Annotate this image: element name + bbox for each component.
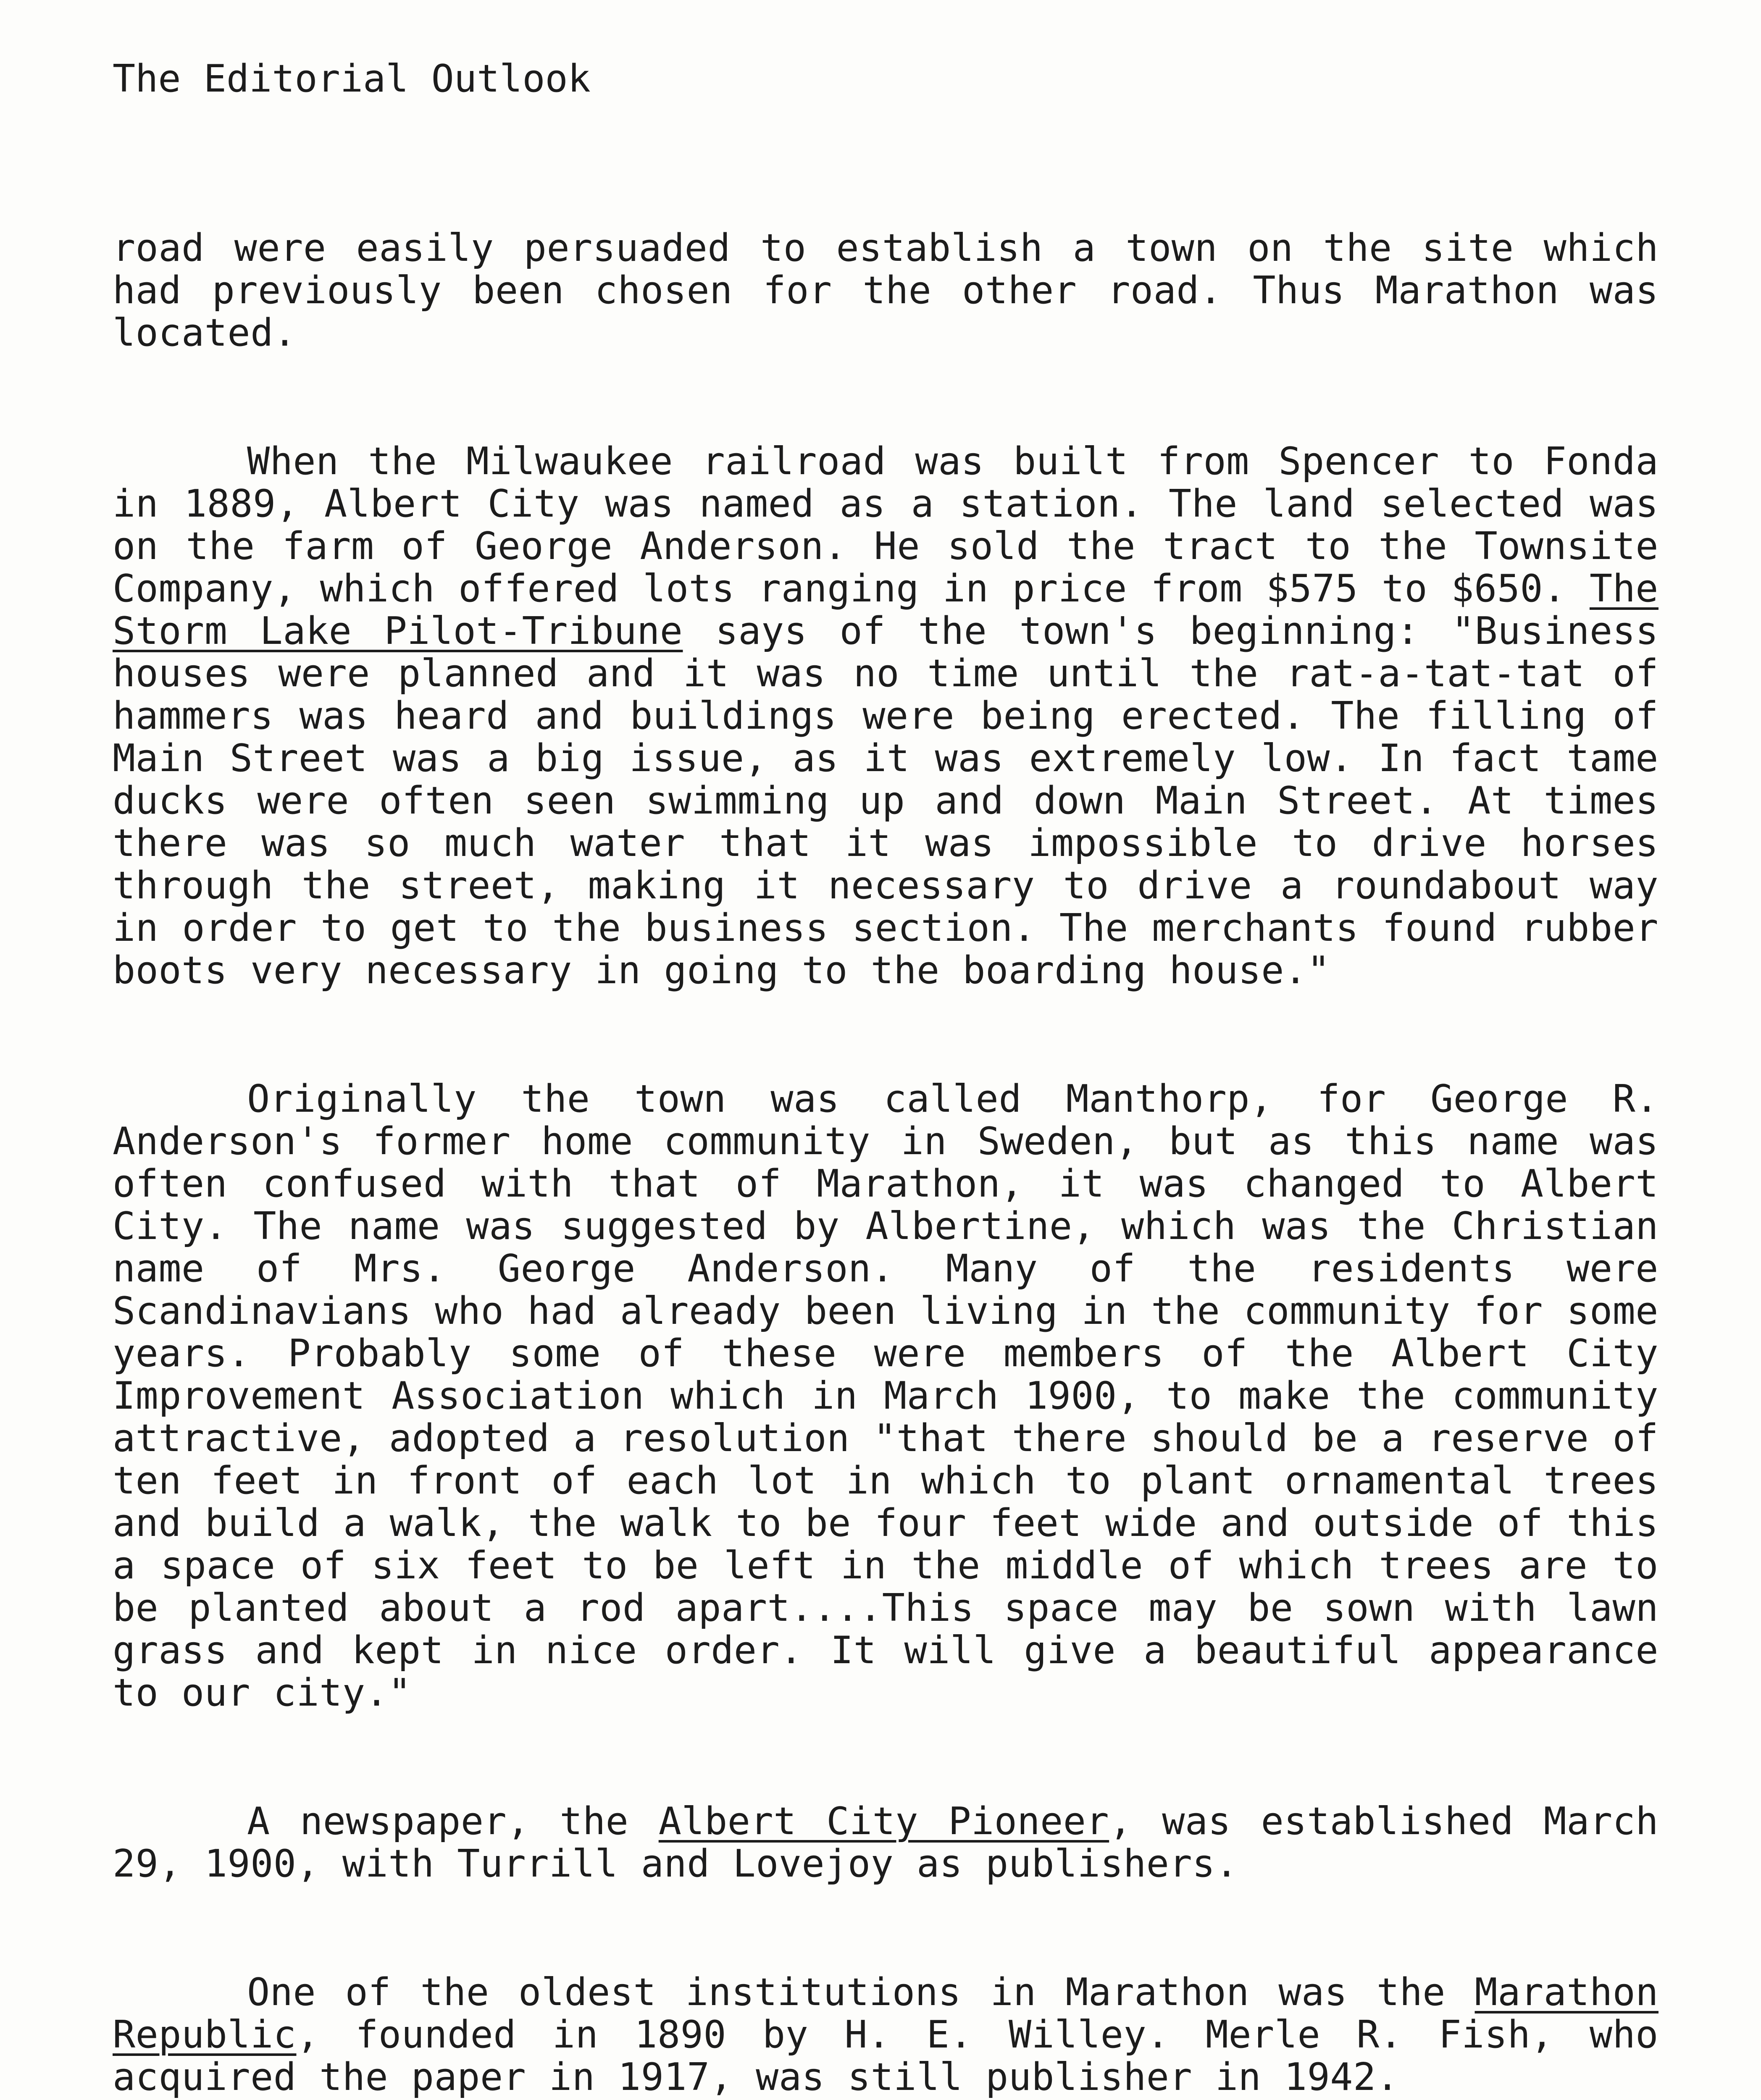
paragraph-text: , was established March 29, 1900, with Turrill and Lovejoy as publishers. xyxy=(113,1799,1658,1886)
paragraph-text: , founded in 1890 by H. E. Willey. Merle R. Fish, who acquired the paper in 1917, was still publisher in 1942. xyxy=(113,2013,1658,2099)
paragraph-albert-city-pioneer xyxy=(113,1800,1658,1885)
paragraph-marathon-location: road were easily persuaded to establish a town on the site which had previously been chosen for the other road. Thus Marathon was located. xyxy=(113,226,1658,355)
paragraph-text: One of the oldest institutions in Marathon was the xyxy=(247,1970,1475,2014)
publication-title-storm-lake-pilot-tribune: The Storm Lake Pilot-Tribune xyxy=(113,567,1658,653)
publication-title-albert-city-pioneer: Albert City Pioneer xyxy=(658,1799,1109,1843)
paragraph-albert-city-railroad xyxy=(113,440,1658,992)
paragraph-text: says of the town's beginning: "Business houses were planned and it was no time until the rat-a-tat-tat of hammers was heard and buildings were being erected. The filling of Main Street was a big issue, as it was extremely low. In fact tame ducks were often seen swimming up and down Main Street. At times there was so much water that it was impossible to drive horses through the street, making it necessary to drive a roundabout way in order to get to the business section. The merchants found rubber boots very necessary in going to the boarding house." xyxy=(113,609,1658,992)
paragraph-town-name-origin: Originally the town was called Manthorp, for George R. Anderson's former home community in Sweden, but as this name was often confused with that of Marathon, it was changed to Albert City. The name was suggested by Albertine, which was the Christian name of Mrs. George Anderson. Many of the residents were Scandinavians who had already been living in the community for some years. Probably some of these were members of the Albert City Improvement Association which in March 1900, to make the community attractive, adopted a resolution "that there should be a reserve of ten feet in front of each lot in which to plant ornamental trees and build a walk, the walk to be four feet wide and outside of this a space of six feet to be left in the middle of which trees are to be planted about a rod apart....This space may be sown with lawn grass and kept in nice order. It will give a beautiful appearance to our city." xyxy=(113,1077,1658,1715)
running-header: The Editorial Outlook xyxy=(113,57,591,101)
document-body xyxy=(113,227,1658,2100)
publication-title-marathon-republic: Marathon Republic xyxy=(113,1970,1658,2057)
paragraph-marathon-republic xyxy=(113,1971,1658,2098)
paragraph-text: A newspaper, the xyxy=(247,1799,659,1843)
paragraph-text: When the Milwaukee railroad was built from Spencer to Fonda in 1889, Albert City was named as a station. The land selected was on the farm of George Anderson. He sold the tract to the Townsite Company, which offered lots ranging in price from $575 to $650. xyxy=(113,439,1658,611)
